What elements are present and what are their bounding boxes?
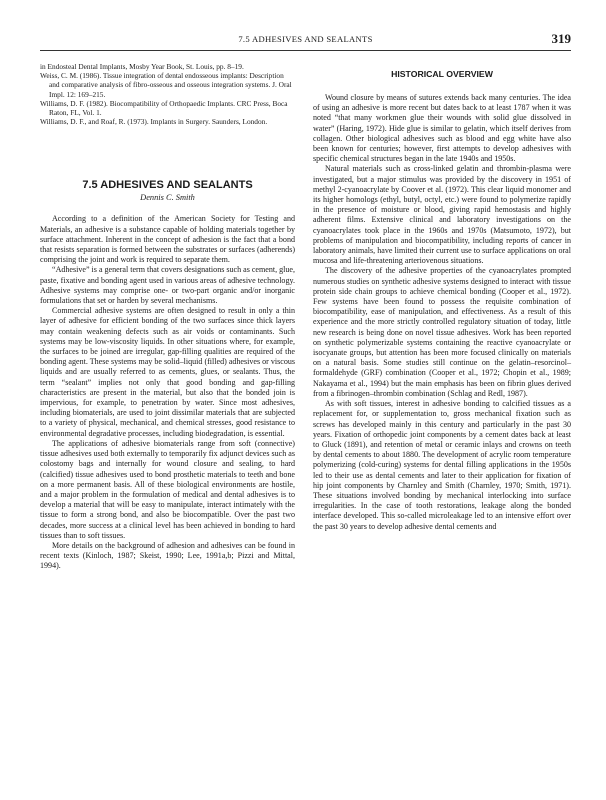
body-paragraph: The applications of adhesive biomaterials range from soft (connective) tissue adhesives used both externally to temporarily fix adjunct devices such as colostomy bags and internally for wound closure and sealing, to hard (calcified) tissue adhesives used to bond prosthetic materials to teeth and bone on a more permanent basis. All of these biological environments are hostile, and a major problem in the formulation of medical and dental adhesives is to develop a material that will be easy to manipulate, interact intimately with the tissue to form a strong bond, and also be biocompatible. Over the past two decades, more success at a clinical level has been achieved in bonding to hard tissues than to soft tissues. bbox=[40, 438, 295, 540]
body-paragraph: “Adhesive” is a general term that covers designations such as cement, glue, paste, fixative and bonding agent used in various areas of adhesive technology. Adhesive systems may comprise one- or two-part organic and/or inorganic formulations that set or harden by several mechanisms. bbox=[40, 265, 295, 306]
reference-entry: in Endosteal Dental Implants, Mosby Year Book, St. Louis, pp. 8–19. bbox=[40, 62, 244, 71]
reference-entry: Williams, D. F. (1982). Biocompatibility of Orthopaedic Implants. CRC Press, Boca Raton, FL, Vol. 1. bbox=[40, 98, 288, 118]
body-paragraph: Commercial adhesive systems are often designed to result in only a thin layer of adhesive for efficient bonding of the two surfaces since thick layers may contain weakening defects such as air voids or contaminants. Such systems may be low-viscosity liquids. In other situations where, for example, the surfaces to be joined are irregular, gap-filling qualities are required of the bonding agent. These systems may be solid–liquid (filled) adhesives or viscous liquids and are usually referred to as cements, glues, or sealants. Thus, the term “sealant” implies not only that good bonding and gap-filling characteristics are present in the material, but also that the bonded join is impervious, for example, to penetration by water. Since most adhesives, including biomaterials, are used to joint dissimilar materials that are subjected to a variety of physical, mechanical, and chemical stresses, good resistance to environmental degradative processes, including biodegradation, is essential. bbox=[40, 306, 295, 438]
historical-overview-heading: HISTORICAL OVERVIEW bbox=[391, 69, 493, 79]
body-paragraph: Wound closure by means of sutures extends back many centuries. The idea of using an adhesive is more recent but dates back to at least 1787 when it was noted “that many workmen glue their wounds with solid glue dissolved in water” (Haring, 1972). Hide glue is similar to gelatin, which itself derives from collagen. Other biological adhesives such as blood and egg white have also been known for centuries; however, first attempts to develop adhesives with specific chemical structures began in the late 1940s and 1950s. bbox=[313, 93, 571, 164]
left-column bbox=[40, 62, 295, 572]
section-heading: 7.5 ADHESIVES AND SEALANTS bbox=[82, 179, 253, 192]
body-paragraph: More details on the background of adhesion and adhesives can be found in recent texts (Kinloch, 1987; Skeist, 1990; Lee, 1991a,b; Pizzi and Mittal, 1994). bbox=[40, 540, 295, 571]
running-header bbox=[40, 31, 571, 51]
right-column bbox=[313, 62, 571, 532]
section-author: Dennis C. Smith bbox=[140, 193, 195, 203]
body-paragraph: According to a definition of the American Society for Testing and Materials, an adhesive is a substance capable of holding materials together by surface attachment. Inherent in the concept of adhesion is the fact that a bond that resists separation is formed between the substrates or surfaces (adherends) comprising the joint and work is required to separate them. bbox=[40, 214, 295, 265]
body-paragraph: The discovery of the adhesive properties of the cyanoacrylates prompted numerous studies on synthetic adhesive systems designed to interact with tissue protein side chain groups to achieve chemical bonding (Cooper et al., 1972). Few systems have been found to possess the requisite combination of biocompatibility, ease of manipulation, and effectiveness. As a result of this experience and the more strictly controlled regulatory situation of today, little new research is being done on novel tissue adhesives. Work has been reported on synthetic polymerizable systems containing the reactive cyanoacrylate or isocyanate groups, but attention has been more focused clinically on materials on a natural basis. Some studies still continue on the gelatin–resorcinol–formaldehyde (GRF) combination (Cooper et al., 1972; Chopin et al., 1989; Nakayama et al., 1994) but the main emphasis has been on fibrin glues derived from a fibrinogen–thrombin combination (Schlag and Redl, 1987). bbox=[313, 266, 571, 398]
running-title: 7.5 ADHESIVES AND SEALANTS bbox=[238, 34, 373, 44]
page-number: 319 bbox=[551, 31, 571, 46]
body-paragraph: As with soft tissues, interest in adhesive bonding to calcified tissues as a replacement for, or supplementation to, gross mechanical fixation such as screws has developed mainly in this century and particularly in the past 30 years. Fixation of orthopedic joint components by a cement dates back at least to Gluck (1891), and retention of metal or ceramic inlays and crowns on teeth by dental cements to about 1880. The development of acrylic room temperature polymerizing (cold-curing) systems for dental filling applications in the 1950s led to their use as dental cements and later to their application for fixation of hip joint components by Charnley and Smith (Charnley, 1970; Smith, 1971). These situations involved bonding by mechanical interlocking into surface irregularities. In the case of tooth restorations, leakage along the bonded interface developed. This so-called microleakage led to an intensive effort over the past 30 years to develop adhesive dental cements and bbox=[313, 399, 571, 531]
reference-entry: Williams, D. F., and Roaf, R. (1973). Implants in Surgery. Saunders, London. bbox=[40, 117, 268, 127]
body-paragraph: Natural materials such as cross-linked gelatin and thrombin-plasma were investigated, but a major stimulus was provided by the discovery in 1951 of methyl 2-cyanoacrylate by Coover et al. (1972). This clear liquid monomer and its higher homologs (ethyl, butyl, octyl, etc.) were found to polymerize rapidly in the presence of moisture or blood, giving rapid hemostasis and highly adherent films. Extensive clinical and laboratory investigations on the cyanoacrylates took place in the 1960s and 1970s (Matsumoto, 1972), but problems of manipulation and biocompatibility, including reports of cancer in laboratory animals, have limited their current use to surface applications on oral mucosa and life-threatening arteriovenous situations. bbox=[313, 164, 571, 266]
reference-entry: Weiss, C. M. (1986). Tissue integration of dental endosseous implants: Description and comparative analysis of fibro-osseous and osseous integration systems. J. Oral Impl. 12: 169–215. bbox=[40, 71, 292, 99]
